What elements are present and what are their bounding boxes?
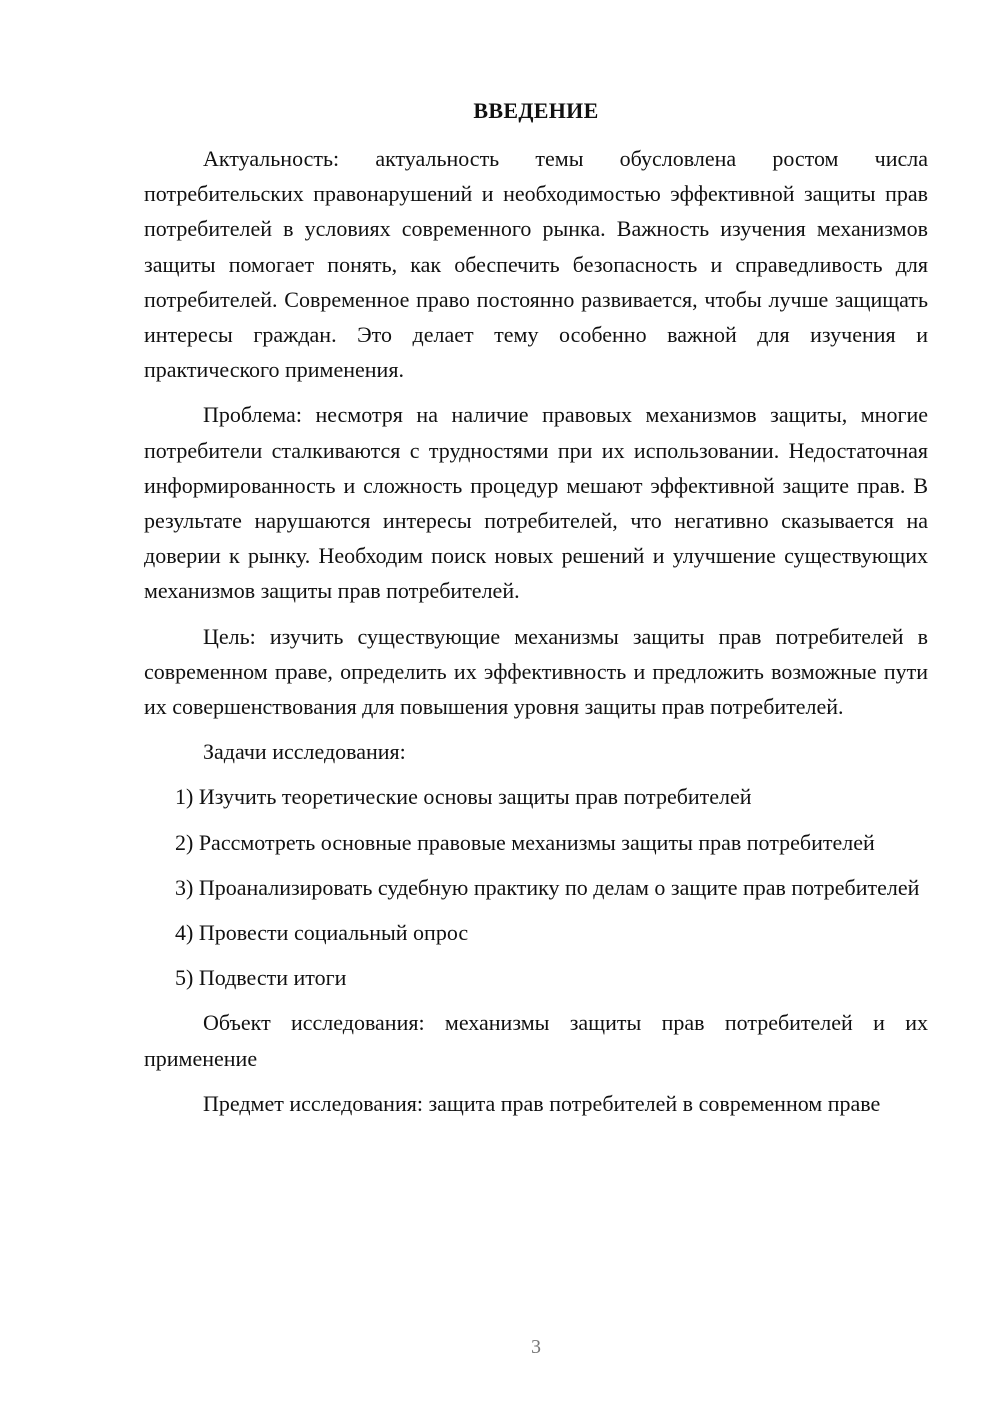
tasks-heading: Задачи исследования: — [203, 739, 406, 765]
subject-paragraph: Предмет исследования: защита прав потребителей в современном праве — [203, 1090, 881, 1116]
task-item: 5) Подвести итоги — [175, 965, 347, 991]
goal-paragraph: Цель: изучить существующие механизмы защиты прав потребителей в современном праве, определить их эффективность и предложить возможные пути их совершенствования для повышения уровня защиты прав потребителей. — [144, 623, 928, 720]
section-title: ВВЕДЕНИЕ — [473, 98, 599, 123]
page-content — [144, 95, 928, 1131]
relevance-paragraph: Актуальность: актуальность темы обусловлена ростом числа потребительских правонарушений и необходимостью эффективной защиты прав потребителей в условиях современного рынка. Важность изучения механизмов защиты помогает понять, как обеспечить безопасность и справедливость для потребителей. Современное право постоянно развивается, чтобы лучше защищать интересы граждан. Это делает тему особенно важной для изучения и практического применения. — [144, 146, 928, 383]
problem-paragraph: Проблема: несмотря на наличие правовых механизмов защиты, многие потребители сталкиваются с трудностями при их использовании. Недостаточная информированность и сложность процедур мешают эффективной защите прав. В результате нарушаются интересы потребителей, что негативно сказывается на доверии к рынку. Необходим поиск новых решений и улучшение существующих механизмов защиты прав потребителей. — [144, 402, 928, 604]
task-item: 2) Рассмотреть основные правовые механизмы защиты прав потребителей — [175, 829, 875, 855]
page-number: 3 — [531, 1336, 541, 1358]
task-item: 4) Провести социальный опрос — [175, 920, 469, 946]
task-item: 1) Изучить теоретические основы защиты прав потребителей — [175, 784, 752, 810]
task-item: 3) Проанализировать судебную практику по делам о защите прав потребителей — [175, 874, 920, 900]
object-paragraph: Объект исследования: механизмы защиты прав потребителей и их применение — [144, 1010, 928, 1071]
